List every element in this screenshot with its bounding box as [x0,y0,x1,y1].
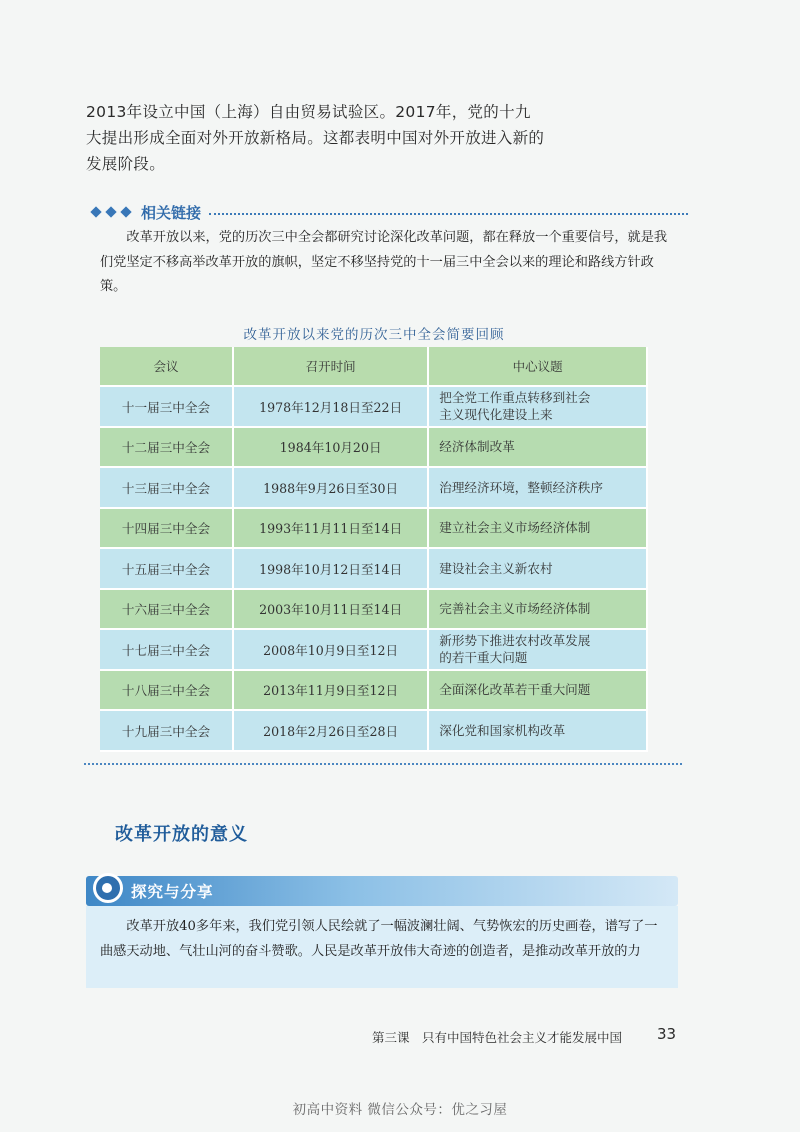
meeting-cell: 十四届三中全会 [100,509,234,550]
time-cell: 2013年11月9日至12日 [234,671,429,712]
topic-cell [429,509,648,550]
meeting-cell: 十二届三中全会 [100,428,234,469]
related-link-title: 相关链接 [141,203,202,222]
intro-paragraph: 2013年设立中国（上海）自由贸易试验区。2017年，党的十九大提出形成全面对外开放新格局。这都表明中国对外开放进入新的发展阶段。 [86,103,545,173]
topic-line: 全面深化改革若干重大问题 [439,682,591,698]
topic-cell [429,590,648,631]
diamond-icon [120,206,131,217]
footer-lesson-title: 第三课 只有中国特色社会主义才能发展中国 [372,1030,623,1045]
section-title: 改革开放的意义 [115,824,248,845]
time-cell: 2003年10月11日至14日 [234,590,429,631]
table-row [100,387,648,428]
topic-cell [429,630,648,671]
page-number: 33 [657,1025,677,1043]
topic-cell [429,711,648,752]
topic-line: 主义现代化建设上来 [439,407,553,423]
diamond-icon [105,206,116,217]
time-cell: 2018年2月26日至28日 [234,711,429,752]
meeting-cell: 十一届三中全会 [100,387,234,428]
table-row [100,630,648,671]
topic-line: 建立社会主义市场经济体制 [439,520,591,536]
topic-cell [429,387,648,428]
watermark: 初高中资料 微信公众号：优之习屋 [292,1102,508,1118]
explore-body: 改革开放40多年来，我们党引领人民绘就了一幅波澜壮阔、气势恢宏的历史画卷，谱写了一曲感天动地、气壮山河的奋斗赞歌。人民是改革开放伟大奇迹的创造者，是推动改革开放的力 [100,919,658,959]
palette-icon [93,873,123,903]
time-cell: 1978年12月18日至22日 [234,387,429,428]
table-row [100,711,648,752]
related-link-header [92,200,688,224]
meeting-cell: 十九届三中全会 [100,711,234,752]
meeting-cell: 十八届三中全会 [100,671,234,712]
meeting-cell: 十三届三中全会 [100,468,234,509]
time-cell: 1998年10月12日至14日 [234,549,429,590]
topic-line: 的若干重大问题 [439,650,528,666]
topic-line: 把全党工作重点转移到社会 [439,390,591,406]
meeting-cell: 十五届三中全会 [100,549,234,590]
header-topic: 中心议题 [429,347,648,387]
table-row [100,590,648,631]
meeting-cell: 十六届三中全会 [100,590,234,631]
time-cell: 1984年10月20日 [234,428,429,469]
topic-line: 治理经济环境，整顿经济秩序 [439,479,603,495]
explore-title: 探究与分享 [131,883,214,901]
topic-line: 新形势下推进农村改革发展 [439,633,591,649]
table-row [100,468,648,509]
topic-cell [429,468,648,509]
time-cell: 1988年9月26日至30日 [234,468,429,509]
topic-cell [429,549,648,590]
header-meeting: 会议 [100,347,234,387]
table-row [100,509,648,550]
dotted-divider [84,763,682,765]
table-row [100,549,648,590]
time-cell: 2008年10月9日至12日 [234,630,429,671]
table-row [100,428,648,469]
related-link-body: 改革开放以来，党的历次三中全会都研究讨论深化改革问题，都在释放一个重要信号，就是我们党坚定不移高举改革开放的旗帜，坚定不移坚持党的十一届三中全会以来的理论和路线方针政策。 [100,230,668,294]
topic-line: 经济体制改革 [439,439,515,455]
diamond-icon [90,206,101,217]
time-cell: 1993年11月11日至14日 [234,509,429,550]
topic-line: 建设社会主义新农村 [439,560,553,576]
meeting-cell: 十七届三中全会 [100,630,234,671]
plenary-review-table [100,347,648,752]
table-caption: 改革开放以来党的历次三中全会简要回顾 [243,327,505,343]
table-header-row [100,347,648,387]
topic-cell [429,428,648,469]
topic-line: 完善社会主义市场经济体制 [439,601,591,617]
dotted-divider [209,213,688,215]
table-row [100,671,648,712]
topic-line: 深化党和国家机构改革 [439,722,566,738]
topic-cell [429,671,648,712]
header-time: 召开时间 [234,347,429,387]
